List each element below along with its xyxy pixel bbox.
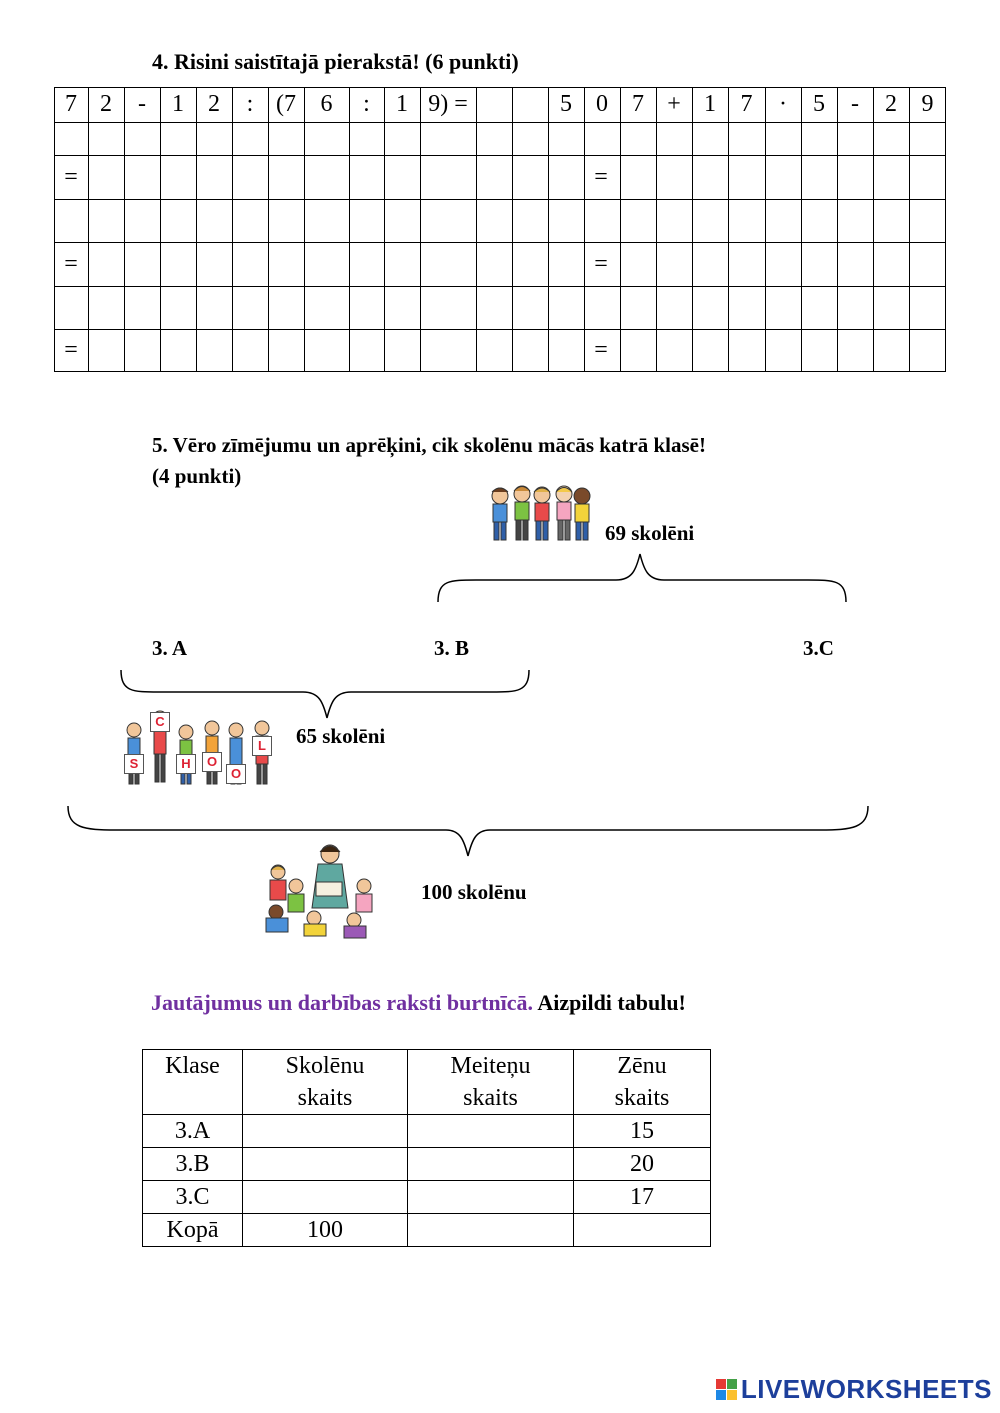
table-cell: 17 (574, 1181, 711, 1214)
brace-3b-3c (436, 552, 848, 604)
table-cell: 20 (574, 1148, 711, 1181)
grid-horizontal-line (54, 199, 946, 200)
teacher-reading-illustration (256, 842, 380, 940)
table-header-text: Klase (165, 1053, 220, 1079)
table-cell: 100 (243, 1214, 408, 1247)
equals-sign: = (64, 251, 78, 277)
logo-square (716, 1379, 726, 1389)
logo-square (716, 1390, 726, 1400)
table-row (143, 1115, 711, 1148)
table-cell[interactable] (243, 1115, 408, 1148)
class-c-label: 3.C (803, 636, 834, 660)
table-cell[interactable] (574, 1214, 711, 1247)
left-expression-cell: 1 (396, 91, 408, 117)
table-header-text: Meiteņu (450, 1053, 531, 1079)
watermark-text: LIVEWORKSHEETS (740, 1374, 992, 1404)
left-expression-cell: : (363, 91, 370, 117)
table-header-cell (143, 1050, 243, 1115)
left-expression-cell: : (246, 91, 254, 117)
left-expression-cell: 7 (65, 91, 77, 117)
label-65-students: 65 skolēni (296, 724, 386, 748)
table-header-text: Zēnu (617, 1053, 667, 1079)
equals-sign: = (594, 164, 608, 190)
table-cell[interactable] (408, 1148, 574, 1181)
results-table-header (143, 1050, 711, 1115)
liveworksheets-logo-icon (716, 1379, 737, 1400)
class-name-cell: 3.C (143, 1181, 243, 1214)
results-table-body (143, 1115, 711, 1247)
grid-horizontal-line (54, 122, 946, 123)
right-expression-cell: 0 (596, 91, 608, 117)
table-header-text: Skolēnu (285, 1053, 365, 1079)
logo-square (727, 1390, 737, 1400)
left-expression-cell: 9) = (428, 91, 468, 117)
right-expression-cell: · (779, 91, 787, 117)
right-expression-cell: 5 (813, 91, 825, 117)
grid-horizontal-line (54, 371, 946, 372)
class-name-cell: 3.B (143, 1148, 243, 1181)
right-expression-cell: 7 (632, 91, 644, 117)
school-kids-illustration (120, 708, 280, 788)
task5-heading-line1: 5. Vēro zīmējumu un aprēķini, cik skolēnu mācās katrā klasē! (152, 433, 706, 457)
school-letter-card: S (124, 754, 144, 774)
right-expression-cell: 5 (560, 91, 572, 117)
brace-all-classes (66, 804, 870, 858)
left-expression-cell: - (138, 91, 146, 117)
arithmetic-grid (54, 87, 946, 372)
table-row (143, 1181, 711, 1214)
right-expression-cell: 9 (921, 91, 934, 117)
task4-heading: 4. Risini saistītajā pierakstā! (6 punkti) (152, 49, 519, 74)
instruction-colored-text: Jautājumus un darbības raksti burtnīcā. (151, 990, 534, 1015)
right-expression-cell: 2 (885, 91, 897, 117)
table-cell[interactable] (408, 1214, 574, 1247)
table-cell[interactable] (243, 1148, 408, 1181)
school-letter-card: H (176, 754, 196, 774)
right-expression-cell: - (851, 91, 859, 117)
left-expression-cell: 6 (320, 91, 333, 117)
label-100-students: 100 skolēnu (421, 880, 527, 904)
grid-horizontal-line (54, 155, 946, 156)
right-expression-cell: 1 (704, 91, 716, 117)
equals-sign: = (64, 164, 78, 190)
table-cell[interactable] (408, 1115, 574, 1148)
liveworksheets-watermark (716, 1374, 992, 1405)
left-expression-cell: 2 (100, 91, 112, 117)
left-expression-cell: 2 (208, 91, 220, 117)
table-header-text: skaits (463, 1085, 518, 1111)
class-b-label: 3. B (434, 636, 470, 660)
table-header-cell (408, 1050, 574, 1115)
grid-horizontal-line (54, 286, 946, 287)
school-letter-card: L (252, 736, 272, 756)
table-row (143, 1148, 711, 1181)
school-letter-card: O (226, 764, 246, 784)
task5-heading-line2: (4 punkti) (152, 464, 242, 488)
equals-sign: = (594, 251, 608, 277)
table-header-cell (243, 1050, 408, 1115)
table-header-cell (574, 1050, 711, 1115)
equals-sign: = (594, 337, 608, 363)
instruction-line (151, 988, 686, 1018)
kids-group-illustration (484, 482, 592, 548)
class-name-cell: Kopā (143, 1214, 243, 1247)
left-expression-cell: (7 (276, 91, 296, 117)
class-name-cell: 3.A (143, 1115, 243, 1148)
grid-horizontal-line (54, 242, 946, 243)
left-expression-cell: 1 (172, 91, 184, 117)
label-69-students: 69 skolēni (605, 521, 695, 545)
grid-horizontal-line (54, 329, 946, 330)
table-header-text: skaits (614, 1085, 670, 1111)
school-letter-card: C (150, 712, 170, 732)
table-cell[interactable] (408, 1181, 574, 1214)
equals-sign: = (64, 337, 78, 363)
table-cell: 15 (574, 1115, 711, 1148)
table-row (143, 1214, 711, 1247)
table-cell[interactable] (243, 1181, 408, 1214)
results-table (142, 1049, 711, 1247)
class-a-label: 3. A (152, 636, 188, 660)
instruction-plain-text: Aizpildi tabulu! (537, 990, 686, 1015)
right-expression-cell: + (667, 91, 681, 117)
school-letter-card: O (202, 752, 222, 772)
logo-square (727, 1379, 737, 1389)
table-header-text: skaits (297, 1085, 353, 1111)
right-expression-cell: 7 (740, 91, 753, 117)
